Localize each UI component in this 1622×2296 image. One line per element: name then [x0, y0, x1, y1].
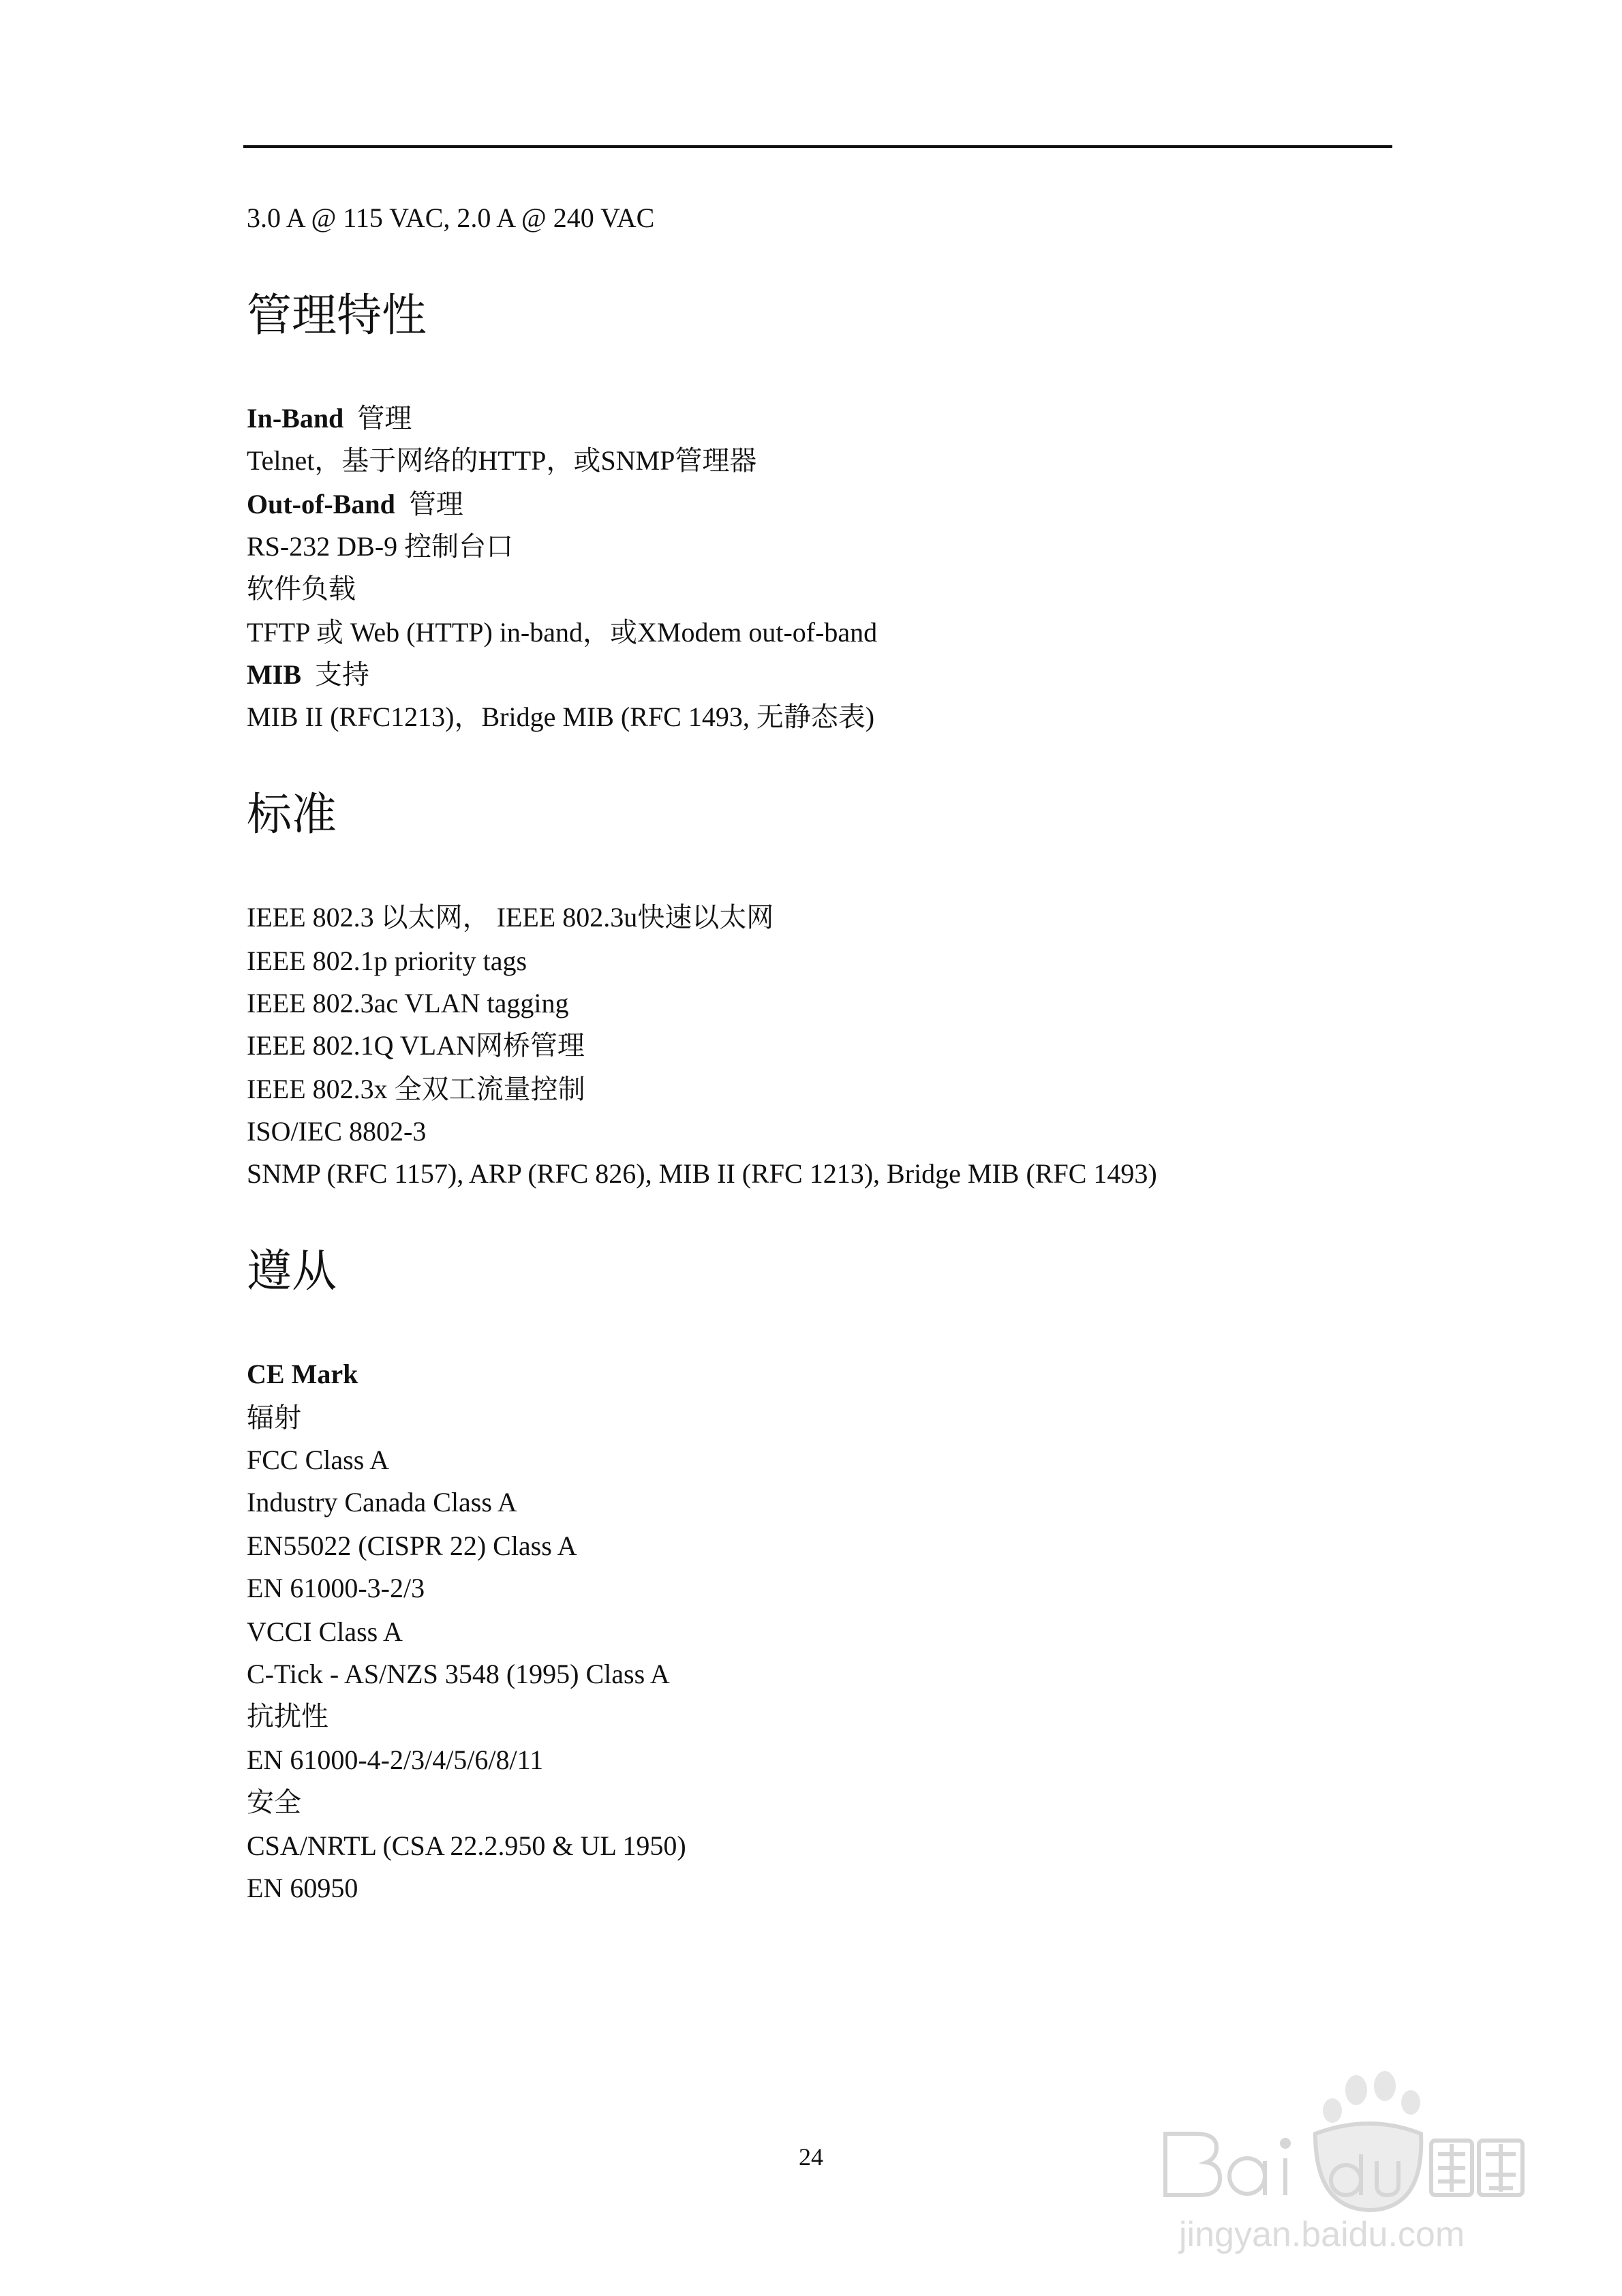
- standards-heading: 标准: [247, 790, 337, 840]
- safety-item: CSA/NRTL (CSA 22.2.950 & UL 1950): [247, 1830, 686, 1861]
- standards-item: IEEE 802.1Q VLAN网桥管理: [247, 1030, 585, 1061]
- mib-label-line: [247, 659, 369, 691]
- standards-item: ISO/IEC 8802-3: [247, 1116, 427, 1147]
- software-label: 软件负载: [247, 573, 356, 604]
- standards-item: SNMP (RFC 1157), ARP (RFC 826), MIB II (RFC 1213), Bridge MIB (RFC 1493): [247, 1158, 1157, 1189]
- outband-text: RS-232 DB-9 控制台口: [247, 531, 514, 562]
- header-rule: [243, 145, 1392, 148]
- emission-item: VCCI Class A: [247, 1616, 403, 1647]
- emission-label: 辐射: [247, 1402, 301, 1433]
- safety-label: 安全: [247, 1787, 301, 1817]
- emission-item: EN 61000-3-2/3: [247, 1573, 425, 1603]
- standards-item: IEEE 802.1p priority tags: [247, 946, 527, 976]
- ce-mark-label: CE Mark: [247, 1359, 358, 1389]
- watermark-url: jingyan.baidu.com: [1179, 2215, 1465, 2254]
- safety-item: EN 60950: [247, 1873, 358, 1903]
- emission-item: EN55022 (CISPR 22) Class A: [247, 1530, 577, 1561]
- inband-text: Telnet，基于网络的HTTP，或SNMP管理器: [247, 445, 757, 476]
- outband-label-line: [247, 488, 463, 521]
- inband-suffix: 管理: [357, 403, 412, 434]
- mib-label: MIB: [247, 659, 301, 690]
- mib-suffix: 支持: [315, 659, 369, 690]
- emission-item: Industry Canada Class A: [247, 1487, 517, 1517]
- inband-label: In-Band: [247, 403, 344, 434]
- page-number: 24: [799, 2143, 823, 2171]
- outband-suffix: 管理: [408, 489, 463, 519]
- compliance-heading: 遵从: [247, 1247, 337, 1297]
- outband-label: Out-of-Band: [247, 489, 395, 519]
- immunity-label: 抗扰性: [247, 1701, 328, 1732]
- baidu-watermark-logo: [1152, 2059, 1533, 2263]
- management-heading: 管理特性: [247, 291, 427, 341]
- emission-item: FCC Class A: [247, 1445, 389, 1475]
- immunity-text: EN 61000-4-2/3/4/5/6/8/11: [247, 1744, 544, 1775]
- power-rating-line: 3.0 A @ 115 VAC, 2.0 A @ 240 VAC: [247, 202, 655, 233]
- inband-label-line: [247, 402, 412, 435]
- standards-item: IEEE 802.3x 全双工流量控制: [247, 1074, 585, 1104]
- standards-item: IEEE 802.3 以太网， IEEE 802.3u快速以太网: [247, 902, 774, 933]
- mib-text: MIB II (RFC1213)，Bridge MIB (RFC 1493, 无静态表): [247, 701, 875, 732]
- software-text: TFTP 或 Web (HTTP) in-band，或XModem out-of-band: [247, 617, 878, 648]
- standards-item: IEEE 802.3ac VLAN tagging: [247, 988, 569, 1018]
- emission-item: C-Tick - AS/NZS 3548 (1995) Class A: [247, 1659, 670, 1689]
